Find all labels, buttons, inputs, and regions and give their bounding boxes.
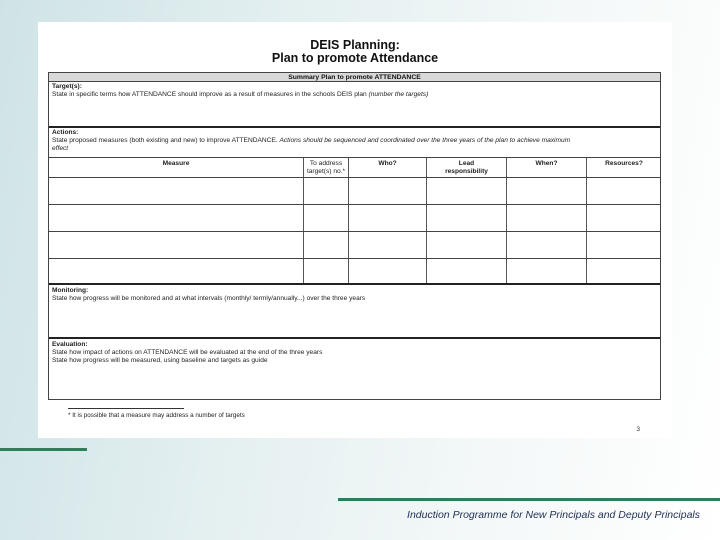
document-title: DEIS Planning: <box>310 38 400 52</box>
table-row[interactable] <box>49 259 660 285</box>
cell-target[interactable] <box>304 232 349 258</box>
cell-when[interactable] <box>507 259 587 283</box>
cell-who[interactable] <box>349 259 427 283</box>
targets-instruction <box>52 91 428 99</box>
col-when <box>507 158 587 177</box>
cell-target[interactable] <box>304 259 349 283</box>
actions-label: Actions: <box>52 129 79 136</box>
col-lead <box>427 158 507 177</box>
col-who <box>349 158 427 177</box>
targets-section[interactable] <box>49 82 660 128</box>
document-page <box>38 22 672 438</box>
cell-when[interactable] <box>507 232 587 258</box>
col-target-label-2: target(s) no.* <box>306 167 346 175</box>
actions-section <box>49 128 660 158</box>
monitoring-label: Monitoring: <box>52 287 89 294</box>
cell-measure[interactable] <box>49 259 304 283</box>
cell-lead[interactable] <box>427 232 507 258</box>
col-lead-label-2: responsibility <box>445 167 488 175</box>
cell-lead[interactable] <box>427 205 507 231</box>
cell-when[interactable] <box>507 205 587 231</box>
footnote: * It is possible that a measure may address a number of targets <box>68 412 245 419</box>
cell-target[interactable] <box>304 205 349 231</box>
col-when-label: When? <box>535 160 558 167</box>
actions-instruction <box>52 137 570 145</box>
accent-bar-left <box>0 448 87 451</box>
cell-who[interactable] <box>349 232 427 258</box>
actions-instruction-note: Actions should be sequenced and coordinated over the three years of the plan to achieve maximum <box>279 137 571 144</box>
table-header-row <box>49 158 660 178</box>
targets-label: Target(s): <box>52 83 82 90</box>
cell-measure[interactable] <box>49 232 304 258</box>
monitoring-instruction: State how progress will be monitored and at what intervals (monthly/ termly/annually...) over the three years <box>52 295 366 302</box>
accent-bar-right <box>338 498 720 501</box>
monitoring-section[interactable] <box>49 285 660 339</box>
col-lead-label: Lead <box>458 160 475 167</box>
cell-lead[interactable] <box>427 259 507 283</box>
cell-when[interactable] <box>507 178 587 204</box>
table-row[interactable] <box>49 232 660 259</box>
footer-caption: Induction Programme for New Principals and Deputy Principals <box>407 509 700 521</box>
cell-measure[interactable] <box>49 178 304 204</box>
document-subtitle: Plan to promote Attendance <box>271 51 439 65</box>
col-measure <box>49 158 304 177</box>
page-number: 3 <box>636 426 640 433</box>
col-resources <box>587 158 661 177</box>
table-row[interactable] <box>49 178 660 205</box>
col-target-label: To address <box>309 160 343 167</box>
col-target <box>304 158 349 177</box>
targets-instruction-note: (number the targets) <box>368 91 429 98</box>
actions-instruction-note-cont: effect <box>52 145 69 152</box>
footnote-divider <box>68 408 184 409</box>
cell-who[interactable] <box>349 205 427 231</box>
evaluation-label: Evaluation: <box>52 341 88 348</box>
evaluation-instruction-1: State how impact of actions on ATTENDANCE will be evaluated at the end of the three years <box>52 349 323 356</box>
col-who-label: Who? <box>378 160 397 167</box>
cell-lead[interactable] <box>427 178 507 204</box>
col-resources-label: Resources? <box>605 160 643 167</box>
table-row[interactable] <box>49 205 660 232</box>
cell-measure[interactable] <box>49 205 304 231</box>
actions-instruction-text: State proposed measures (both existing and new) to improve ATTENDANCE. <box>52 137 278 144</box>
summary-header: Summary Plan to promote ATTENDANCE <box>49 73 660 82</box>
cell-who[interactable] <box>349 178 427 204</box>
evaluation-instruction-2: State how progress will be measured, using baseline and targets as guide <box>52 357 268 364</box>
cell-target[interactable] <box>304 178 349 204</box>
summary-plan-form <box>48 72 661 400</box>
col-measure-label: Measure <box>162 160 190 167</box>
targets-instruction-text: State in specific terms how ATTENDANCE should improve as a result of measures in the schools DEIS plan <box>52 91 367 98</box>
evaluation-section[interactable] <box>49 339 660 400</box>
